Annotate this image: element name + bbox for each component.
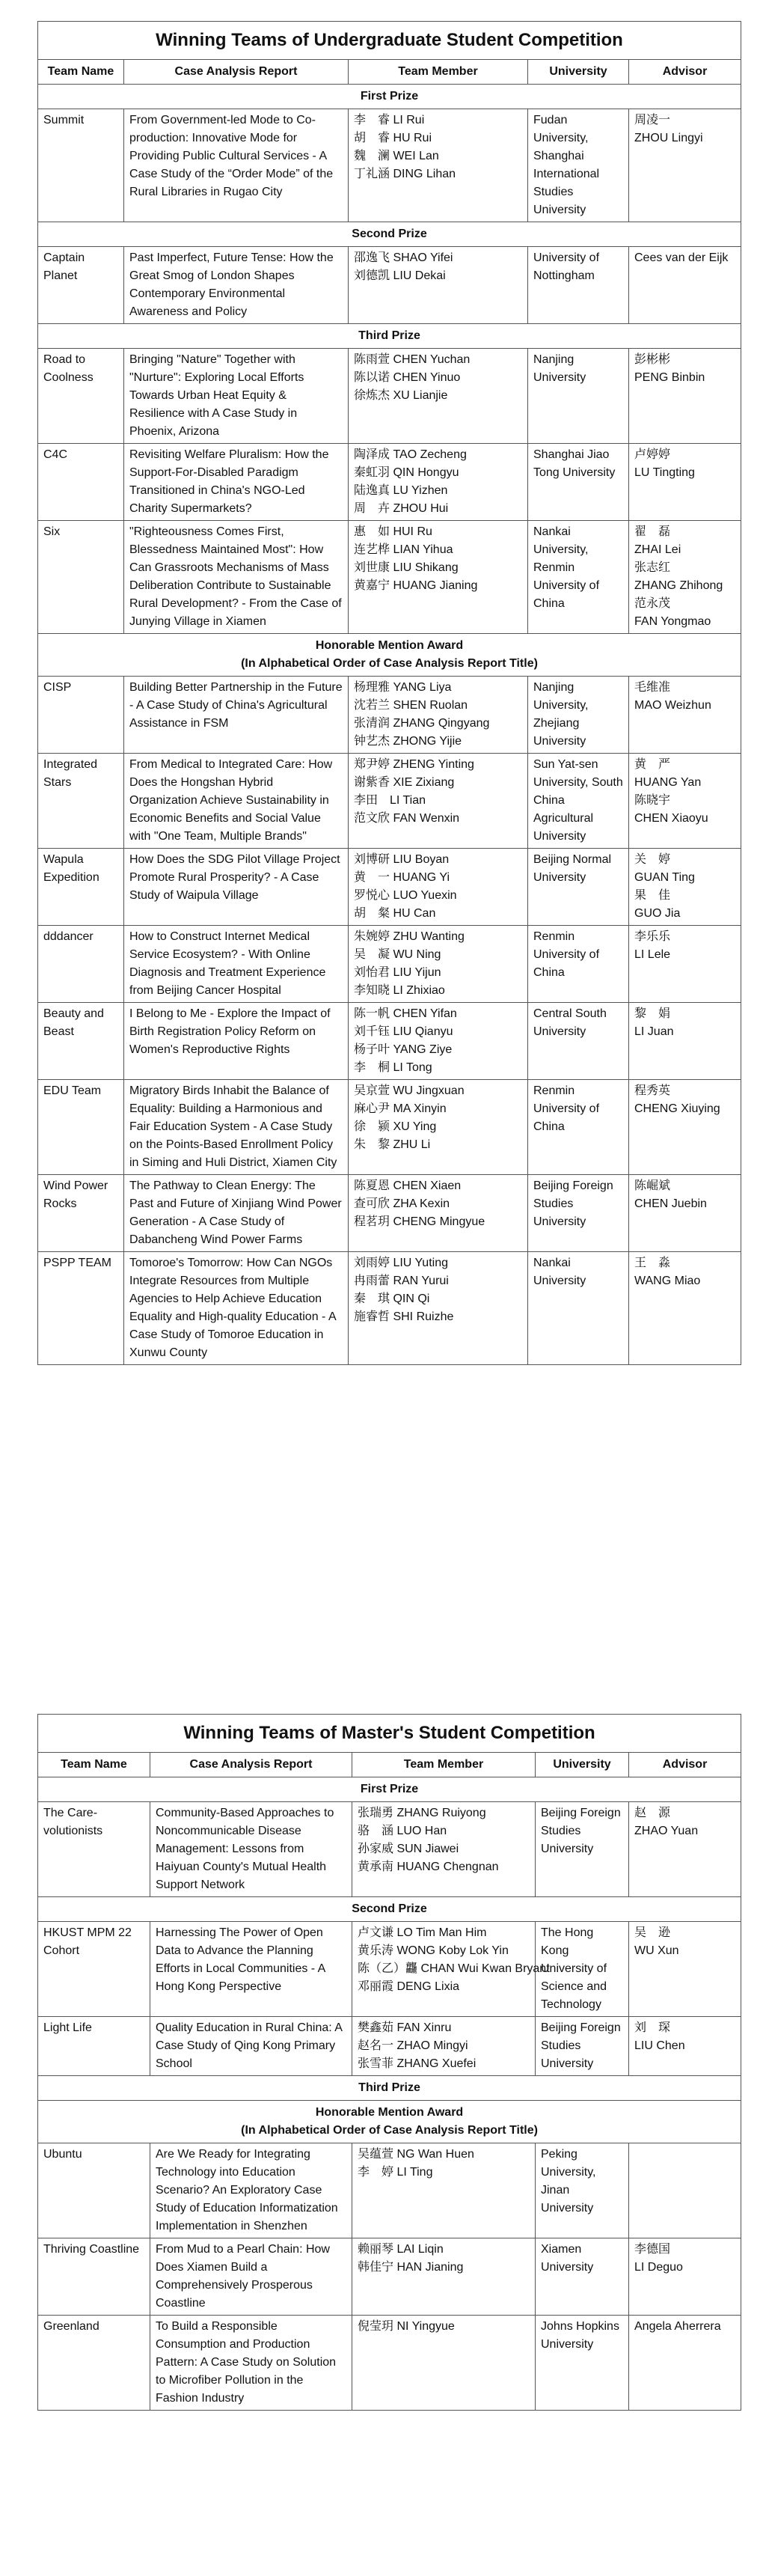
section-heading [38,1777,741,1802]
advisor-cell [629,1922,741,2017]
advisor-name: ZHANG Zhihong [634,579,723,592]
case-report-cell: I Belong to Me - Explore the Impact of Birth Registration Policy Reform on Women's Reproductive Rights [124,1003,349,1080]
case-report-header: Case Analysis Report [124,60,349,85]
advisor-name: WU Xun [634,1944,679,1957]
undergraduate-table-container [37,21,741,1365]
team-member: 赖丽琴 LAI Liqin [358,2243,444,2256]
team-name-cell: HKUST MPM 22 Cohort [38,1922,150,2017]
team-member: 邵逸飞 SHAO Yifei [354,251,453,264]
table-row [38,1080,741,1175]
advisor-name: 张志红 [634,561,671,574]
advisor-cell [629,247,741,324]
section-heading [38,1897,741,1922]
university-cell: Johns Hopkins University [536,2316,629,2411]
team-member: 陶泽成 TAO Zecheng [354,448,467,461]
team-member: 邓丽霞 DENG Lixia [358,1980,460,1993]
section-label: Second Prize [352,228,427,240]
advisor-cell [629,677,741,754]
section-heading-row [38,324,741,349]
team-member: 李 睿 LI Rui [354,114,425,126]
team-name-cell: Six [38,521,124,634]
team-member: 刘博研 LIU Boyan [354,853,450,866]
advisor-header: Advisor [629,60,741,85]
masters-table-title: Winning Teams of Master's Student Competition [38,1715,741,1753]
team-name-cell: Road to Coolness [38,349,124,444]
team-member: 朱 黎 ZHU Li [354,1138,431,1151]
team-member: 徐炼杰 XU Lianjie [354,389,448,402]
advisor-cell [629,926,741,1003]
advisor-name: LI Deguo [634,2261,683,2274]
masters-table-container [37,1714,741,2411]
university-cell: Renmin University of China [528,926,629,1003]
case-report-cell: Tomoroe's Tomorrow: How Can NGOs Integrate Resources from Multiple Agencies to Help Achieve Education Equality and High-quality Education - A Case Study of Tomoroe Education in Xunwu County [124,1252,349,1365]
table-row [38,349,741,444]
team-name-cell: EDU Team [38,1080,124,1175]
section-heading [38,2076,741,2101]
advisor-name: WANG Miao [634,1275,701,1287]
team-name-cell: Wapula Expedition [38,849,124,926]
team-member: 陆逸真 LU Yizhen [354,484,448,497]
advisor-name: ZHAI Lei [634,543,681,556]
table-row [38,1922,741,2017]
team-member: 徐 颍 XU Ying [354,1120,437,1133]
case-report-cell: Past Imperfect, Future Tense: How the Great Smog of London Shapes Contemporary Environmental Awareness and Policy [124,247,349,324]
team-members-cell [349,349,528,444]
section-heading-row [38,1777,741,1802]
advisor-name: 吴 逊 [634,1926,671,1939]
team-member: 刘世康 LIU Shikang [354,561,459,574]
case-report-header: Case Analysis Report [150,1753,352,1777]
advisor-name: LIU Chen [634,2039,685,2052]
team-member: 杨子叶 YANG Ziye [354,1043,453,1056]
university-cell: Beijing Foreign Studies University [536,1802,629,1897]
section-heading [38,222,741,247]
team-name-header: Team Name [38,1753,150,1777]
advisor-name: 卢婷婷 [634,448,671,461]
team-member: 卢文谦 LO Tim Man Him [358,1926,487,1939]
case-report-cell: Revisiting Welfare Pluralism: How the Support-For-Disabled Paradigm Transitioned in China's NGO-Led Charity Supermarkets? [124,444,349,521]
case-report-cell: How to Construct Internet Medical Service Ecosystem? - With Online Diagnosis and Treatment Experience from Beijing Cancer Hospital [124,926,349,1003]
section-heading-row [38,85,741,109]
section-label: Honorable Mention Award [315,2106,464,2119]
team-member: 樊鑫茹 FAN Xinru [358,2021,452,2034]
table-row [38,521,741,634]
section-heading-row [38,2076,741,2101]
team-name-cell: Integrated Stars [38,754,124,849]
section-heading-row [38,1897,741,1922]
advisor-name: 黎 娟 [634,1007,671,1020]
team-member: 张雪菲 ZHANG Xuefei [358,2057,477,2070]
section-label: Honorable Mention Award [315,639,464,652]
team-members-cell [349,677,528,754]
university-cell: Beijing Foreign Studies University [528,1175,629,1252]
team-member: 刘雨婷 LIU Yuting [354,1257,448,1269]
team-member: 刘怡君 LIU Yijun [354,966,441,979]
case-report-cell: Harnessing The Power of Open Data to Advance the Planning Efforts in Local Communities - A Hong Kong Perspective [150,1922,352,2017]
team-name-header: Team Name [38,60,124,85]
case-report-cell: To Build a Responsible Consumption and Production Pattern: A Case Study on Solution to Microfiber Pollution in the Fashion Industry [150,2316,352,2411]
team-name-cell: Captain Planet [38,247,124,324]
advisor-name: 彭彬彬 [634,353,671,366]
team-members-cell [349,1252,528,1365]
advisor-cell [629,349,741,444]
table-row [38,1003,741,1080]
masters-winners-table [37,1714,741,2411]
table-row [38,109,741,222]
section-heading [38,85,741,109]
advisor-cell [629,754,741,849]
advisor-name: LI Lele [634,948,671,961]
team-member: 黄嘉宁 HUANG Jianing [354,579,478,592]
advisor-name: GUAN Ting [634,871,695,884]
advisor-cell [629,2238,741,2316]
advisor-name: LI Juan [634,1025,674,1038]
team-member: 程茗玥 CHENG Mingyue [354,1215,485,1228]
advisor-cell [629,2316,741,2411]
advisor-name: ZHOU Lingyi [634,132,703,144]
team-members-cell [349,926,528,1003]
advisor-name: 毛维准 [634,681,671,694]
advisor-name: 果 佳 [634,889,671,902]
team-members-cell [352,2017,536,2076]
section-label: First Prize [360,90,419,103]
team-member: 沈若兰 SHEN Ruolan [354,699,468,712]
advisor-name: 赵 源 [634,1807,671,1819]
team-member: 黄承南 HUANG Chengnan [358,1861,499,1873]
advisor-header: Advisor [629,1753,741,1777]
team-members-cell [349,1003,528,1080]
university-cell: Beijing Foreign Studies University [536,2017,629,2076]
table-title-row [38,22,741,60]
advisor-name: HUANG Yan [634,776,702,789]
section-sublabel: (In Alphabetical Order of Case Analysis Report Title) [241,657,538,670]
case-report-cell: Bringing "Nature" Together with "Nurture": Exploring Local Efforts Towards Urban Heat Equity & Resilience with A Case Study in Phoenix, Arizona [124,349,349,444]
team-member: 杨理雅 YANG Liya [354,681,452,694]
table-row [38,2143,741,2238]
section-heading-row [38,634,741,677]
advisor-name: ZHAO Yuan [634,1825,699,1837]
team-member: 陈雨萱 CHEN Yuchan [354,353,471,366]
team-members-cell [352,1922,550,2017]
table-row [38,1802,741,1897]
team-name-cell: Ubuntu [38,2143,150,2238]
team-name-cell: Summit [38,109,124,222]
university-cell: The Hong Kong University of Science and Technology [536,1922,629,2017]
university-cell: Shanghai Jiao Tong University [528,444,629,521]
case-report-cell: Building Better Partnership in the Future - A Case Study of China's Agricultural Assistance in FSM [124,677,349,754]
section-heading-row [38,2101,741,2143]
table-row [38,754,741,849]
team-name-cell: PSPP TEAM [38,1252,124,1365]
team-member: 范文欣 FAN Wenxin [354,812,460,825]
advisor-name: Angela Aherrera [634,2320,721,2333]
case-report-cell: From Government-led Mode to Co-production: Innovative Mode for Providing Public Cultural Services - A Case Study of the “Order Mode” of the Rural Libraries in Rugao City [124,109,349,222]
advisor-cell [629,1003,741,1080]
team-name-cell: C4C [38,444,124,521]
university-cell: Fudan University, Shanghai International Studies University [528,109,629,222]
section-label: First Prize [360,1783,419,1795]
table-row [38,444,741,521]
advisor-name: CHEN Xiaoyu [634,812,708,825]
team-member: 秦 琪 QIN Qi [354,1292,430,1305]
section-heading-row [38,222,741,247]
advisor-name: 李德国 [634,2243,671,2256]
team-member: 陈以诺 CHEN Yinuo [354,371,461,384]
advisor-cell [629,109,741,222]
team-member: 施睿哲 SHI Ruizhe [354,1310,454,1323]
advisor-name: CHEN Juebin [634,1197,707,1210]
table-row [38,849,741,926]
team-member: 吴 凝 WU Ning [354,948,441,961]
advisor-name: 周凌一 [634,114,671,126]
case-report-cell: "Righteousness Comes First, Blessedness Maintained Most": How Can Grassroots Mechanisms of Mass Deliberation Contribute to Sustainable Rural Development? - From the Case of Junying Village in Xiamen [124,521,349,634]
team-member: 陈夏恩 CHEN Xiaen [354,1179,462,1192]
table-row [38,2017,741,2076]
team-member: 秦虹羽 QIN Hongyu [354,466,459,479]
university-cell: Xiamen University [536,2238,629,2316]
team-members-cell [352,2143,536,2238]
advisor-cell [629,2017,741,2076]
team-members-cell [349,521,528,634]
university-cell: Nankai University [528,1252,629,1365]
team-member: 李知晓 LI Zhixiao [354,984,445,997]
advisor-name: 刘 琛 [634,2021,671,2034]
team-member: 李 婷 LI Ting [358,2166,433,2179]
case-report-cell: From Medical to Integrated Care: How Does the Hongshan Hybrid Organization Achieve Sustainability in Economic Benefits and Social Value with "One Team, Multiple Brands" [124,754,349,849]
team-member: 倪莹玥 NI Yingyue [358,2320,455,2333]
section-heading [38,2101,741,2143]
case-report-cell: The Pathway to Clean Energy: The Past and Future of Xinjiang Wind Power Generation - A Case Study of Dabancheng Wind Power Farms [124,1175,349,1252]
team-name-cell: CISP [38,677,124,754]
team-member: 张清润 ZHANG Qingyang [354,717,490,730]
advisor-name: FAN Yongmao [634,615,711,628]
advisor-name: 翟 磊 [634,525,671,538]
advisor-cell [629,1080,741,1175]
case-report-cell: Quality Education in Rural China: A Case Study of Qing Kong Primary School [150,2017,352,2076]
advisor-name: GUO Jia [634,907,681,920]
team-members-cell [349,1175,528,1252]
university-cell: Peking University, Jinan University [536,2143,629,2238]
advisor-name: 王 淼 [634,1257,671,1269]
advisor-name: LU Tingting [634,466,695,479]
team-member: 朱婉婷 ZHU Wanting [354,930,465,943]
team-member: 李 桐 LI Tong [354,1061,432,1074]
university-cell: Nanjing University [528,349,629,444]
team-name-cell: Beauty and Beast [38,1003,124,1080]
case-report-cell: Community-Based Approaches to Noncommunicable Disease Management: Lessons from Haiyuan County's Mutual Health Support Network [150,1802,352,1897]
university-cell: University of Nottingham [528,247,629,324]
section-heading [38,324,741,349]
university-cell: Renmin University of China [528,1080,629,1175]
team-members-cell [349,754,528,849]
team-member: 丁礼涵 DING Lihan [354,168,456,180]
section-label: Third Prize [358,2081,420,2094]
advisor-name: CHENG Xiuying [634,1102,720,1115]
team-member: 钟艺杰 ZHONG Yijie [354,735,462,748]
team-members-cell [349,849,528,926]
table-row [38,1175,741,1252]
advisor-name: 程秀英 [634,1084,671,1097]
team-member: 孙家威 SUN Jiawei [358,1843,459,1855]
team-member: 刘德凯 LIU Dekai [354,269,446,282]
header-row [38,1753,741,1777]
team-member: 罗悦心 LUO Yuexin [354,889,457,902]
team-member: 张瑞勇 ZHANG Ruiyong [358,1807,486,1819]
team-name-cell: Light Life [38,2017,150,2076]
table-row [38,2238,741,2316]
table-row [38,926,741,1003]
team-member: 骆 涵 LUO Han [358,1825,447,1837]
team-member: 周 卉 ZHOU Hui [354,502,449,515]
case-report-cell: Are We Ready for Integrating Technology into Education Scenario? An Exploratory Case Study of Education Informatization Implementation in Shenzhen [150,2143,352,2238]
advisor-name: 黄 严 [634,758,671,771]
team-member: 韩佳宁 HAN Jianing [358,2261,464,2274]
team-name-cell: Thriving Coastline [38,2238,150,2316]
team-members-cell [352,2238,536,2316]
team-member-header: Team Member [349,60,528,85]
table-row [38,677,741,754]
section-label: Third Prize [358,329,420,342]
team-member: 吴京萱 WU Jingxuan [354,1084,465,1097]
team-member: 刘千钰 LIU Qianyu [354,1025,453,1038]
university-header: University [528,60,629,85]
advisor-cell [629,2143,741,2238]
university-cell: Beijing Normal University [528,849,629,926]
advisor-name: 范永茂 [634,597,671,610]
team-name-cell: Greenland [38,2316,150,2411]
university-header: University [536,1753,629,1777]
team-member: 冉雨蕾 RAN Yurui [354,1275,449,1287]
team-member: 连艺桦 LIAN Yihua [354,543,453,556]
section-heading [38,634,741,677]
section-sublabel: (In Alphabetical Order of Case Analysis Report Title) [241,2124,538,2137]
team-members-cell [349,444,528,521]
university-cell: Nankai University, Renmin University of China [528,521,629,634]
table-row [38,247,741,324]
advisor-cell [629,1175,741,1252]
team-members-cell [352,1802,536,1897]
team-member: 陈一帆 CHEN Yifan [354,1007,457,1020]
university-cell: Sun Yat-sen University, South China Agricultural University [528,754,629,849]
team-member: 赵名一 ZHAO Mingyi [358,2039,468,2052]
advisor-cell [629,1252,741,1365]
team-member-header: Team Member [352,1753,536,1777]
header-row [38,60,741,85]
advisor-name: 陈晓宇 [634,794,671,807]
team-member: 魏 澜 WEI Lan [354,150,439,162]
advisor-name: MAO Weizhun [634,699,711,712]
team-name-cell: Wind Power Rocks [38,1175,124,1252]
advisor-name: PENG Binbin [634,371,705,384]
table-title-row [38,1715,741,1753]
advisor-cell [629,444,741,521]
case-report-cell: How Does the SDG Pilot Village Project Promote Rural Prosperity? - A Case Study of Waipula Village [124,849,349,926]
team-members-cell [349,1080,528,1175]
case-report-cell: Migratory Birds Inhabit the Balance of Equality: Building a Harmonious and Fair Education System - A Case Study on the Points-Based Enrollment Policy in Siming and Huli District, Xiamen City [124,1080,349,1175]
advisor-cell [629,521,741,634]
section-label: Second Prize [352,1902,427,1915]
team-member: 麻心尹 MA Xinyin [354,1102,447,1115]
team-member: 吴蕴萱 NG Wan Huen [358,2148,474,2161]
team-name-cell: dddancer [38,926,124,1003]
undergraduate-winners-table [37,21,741,1365]
team-members-cell [349,109,528,222]
undergraduate-table-title: Winning Teams of Undergraduate Student Competition [38,22,741,60]
team-member: 胡 睿 HU Rui [354,132,432,144]
team-member: 胡 粲 HU Can [354,907,436,920]
team-member: 查可欣 ZHA Kexin [354,1197,450,1210]
team-members-cell [349,247,528,324]
team-member: 郑尹婷 ZHENG Yinting [354,758,474,771]
team-name-cell: The Care-volutionists [38,1802,150,1897]
table-row [38,1252,741,1365]
team-member: 黄 一 HUANG Yi [354,871,450,884]
advisor-cell [629,849,741,926]
table-row [38,2316,741,2411]
advisor-name: Cees van der Eijk [634,251,729,264]
advisor-cell [629,1802,741,1897]
team-member: 谢紫香 XIE Zixiang [354,776,455,789]
university-cell: Nanjing University, Zhejiang University [528,677,629,754]
team-member: 李田 LI Tian [354,794,426,807]
team-member: 惠 如 HUI Ru [354,525,432,538]
team-member: 陈（乙）龘 CHAN Wui Kwan Bryant [358,1962,550,1975]
case-report-cell: From Mud to a Pearl Chain: How Does Xiamen Build a Comprehensively Prosperous Coastline [150,2238,352,2316]
team-members-cell [352,2316,536,2411]
advisor-name: 李乐乐 [634,930,671,943]
team-member: 黄乐涛 WONG Koby Lok Yin [358,1944,509,1957]
advisor-name: 关 婷 [634,853,671,866]
university-cell: Central South University [528,1003,629,1080]
advisor-name: 陈崛斌 [634,1179,671,1192]
